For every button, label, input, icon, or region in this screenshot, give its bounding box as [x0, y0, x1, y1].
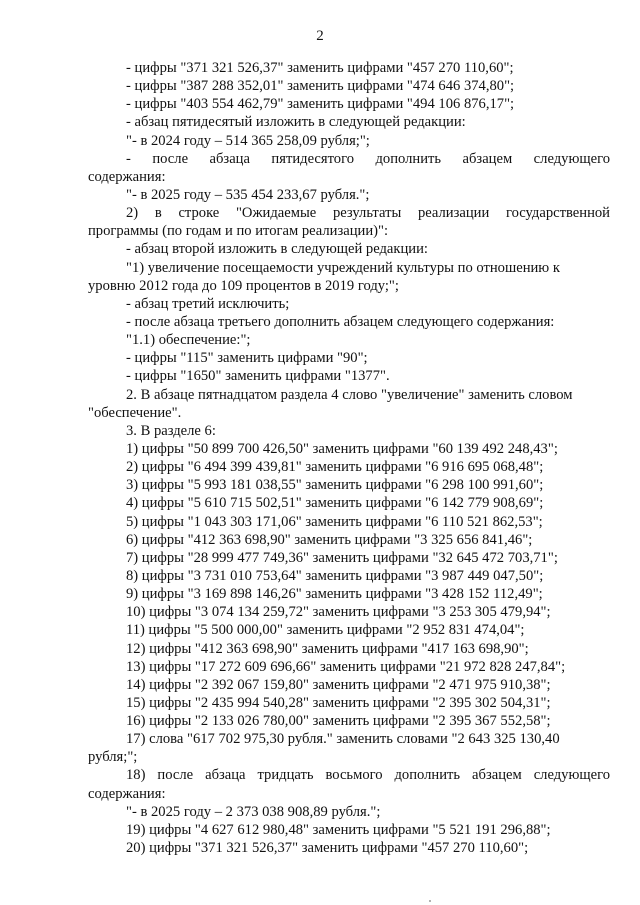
- text-line: 13) цифры "17 272 609 696,66" заменить цифрами "21 972 828 247,84";: [126, 658, 566, 675]
- text-line: 2. В абзаце пятнадцатом раздела 4 слово "увеличение" заменить словом: [126, 386, 573, 403]
- text-line: содержания:: [88, 168, 166, 185]
- text-line: - цифры "387 288 352,01" заменить цифрами "474 646 374,80";: [126, 78, 515, 95]
- text-line: - абзац второй изложить в следующей редакции:: [126, 241, 428, 258]
- text-line: "обеспечение".: [88, 404, 182, 421]
- text-line: "- в 2025 году – 2 373 038 908,89 рубля.";: [126, 803, 381, 820]
- text-line: 1) цифры "50 899 700 426,50" заменить цифрами "60 139 492 248,43";: [126, 440, 558, 457]
- text-line: 7) цифры "28 999 477 749,36" заменить цифрами "32 645 472 703,71";: [126, 549, 558, 566]
- text-line: 18) после абзаца тридцать восьмого дополнить абзацем следующего: [126, 767, 610, 784]
- text-line: "1) увеличение посещаемости учреждений культуры по отношению к: [126, 259, 560, 276]
- text-line: 10) цифры "3 074 134 259,72" заменить цифрами "3 253 305 479,94";: [126, 604, 551, 621]
- text-line: - цифры "403 554 462,79" заменить цифрами "494 106 876,17";: [126, 96, 515, 113]
- text-line: - абзац пятидесятый изложить в следующей редакции:: [126, 114, 466, 131]
- text-line: 2) в строке "Ожидаемые результаты реализации государственной: [126, 205, 610, 222]
- text-line: 16) цифры "2 133 026 780,00" заменить цифрами "2 395 367 552,58";: [126, 713, 551, 730]
- text-line: 2) цифры "6 494 399 439,81" заменить цифрами "6 916 695 068,48";: [126, 459, 544, 476]
- text-line: 17) слова "617 702 975,30 рубля." заменить словами "2 643 325 130,40: [126, 731, 560, 748]
- text-line: - абзац третий исключить;: [126, 295, 290, 312]
- text-line: 3. В разделе 6:: [126, 422, 216, 439]
- text-line: 3) цифры "5 993 181 038,55" заменить цифрами "6 298 100 991,60";: [126, 477, 544, 494]
- text-line: 4) цифры "5 610 715 502,51" заменить цифрами "6 142 779 908,69";: [126, 495, 544, 512]
- text-line: 9) цифры "3 169 898 146,26" заменить цифрами "3 428 152 112,49";: [126, 586, 543, 603]
- text-line: программы (по годам и по итогам реализации)":: [88, 223, 389, 240]
- text-line: 5) цифры "1 043 303 171,06" заменить цифрами "6 110 521 862,53";: [126, 513, 543, 530]
- text-line: - после абзаца третьего дополнить абзацем следующего содержания:: [126, 313, 555, 330]
- text-line: 20) цифры "371 321 526,37" заменить цифрами "457 270 110,60";: [126, 840, 529, 857]
- text-line: 19) цифры "4 627 612 980,48" заменить цифрами "5 521 191 296,88";: [126, 821, 551, 838]
- text-line: - цифры "1650" заменить цифрами "1377".: [126, 368, 390, 385]
- text-line: 14) цифры "2 392 067 159,80" заменить цифрами "2 471 975 910,38";: [126, 676, 551, 693]
- text-line: - после абзаца пятидесятого дополнить абзацем следующего: [126, 150, 610, 167]
- text-line: "1.1) обеспечение:";: [126, 332, 251, 349]
- text-line: содержания:: [88, 785, 166, 802]
- text-line: 6) цифры "412 363 698,90" заменить цифрами "3 325 656 841,46";: [126, 531, 533, 548]
- text-line: 12) цифры "412 363 698,90" заменить цифрами "417 163 698,90";: [126, 640, 529, 657]
- text-line: 11) цифры "5 500 000,00" заменить цифрами "2 952 831 474,04";: [126, 622, 525, 639]
- text-line: 15) цифры "2 435 994 540,28" заменить цифрами "2 395 302 504,31";: [126, 694, 551, 711]
- text-line: - цифры "371 321 526,37" заменить цифрами "457 270 110,60";: [126, 60, 514, 76]
- scan-speck: [429, 900, 431, 902]
- text-line: рубля;";: [88, 749, 138, 766]
- text-line: - цифры "115" заменить цифрами "90";: [126, 350, 368, 367]
- document-body: [88, 59, 610, 857]
- page-number: 2: [316, 28, 324, 44]
- text-line: "- в 2024 году – 514 365 258,09 рубля;";: [126, 132, 370, 149]
- text-line: уровню 2012 года до 109 процентов в 2019 году;";: [88, 277, 399, 294]
- text-line: 8) цифры "3 731 010 753,64" заменить цифрами "3 987 449 047,50";: [126, 567, 544, 584]
- text-line: "- в 2025 году – 535 454 233,67 рубля.";: [126, 186, 370, 203]
